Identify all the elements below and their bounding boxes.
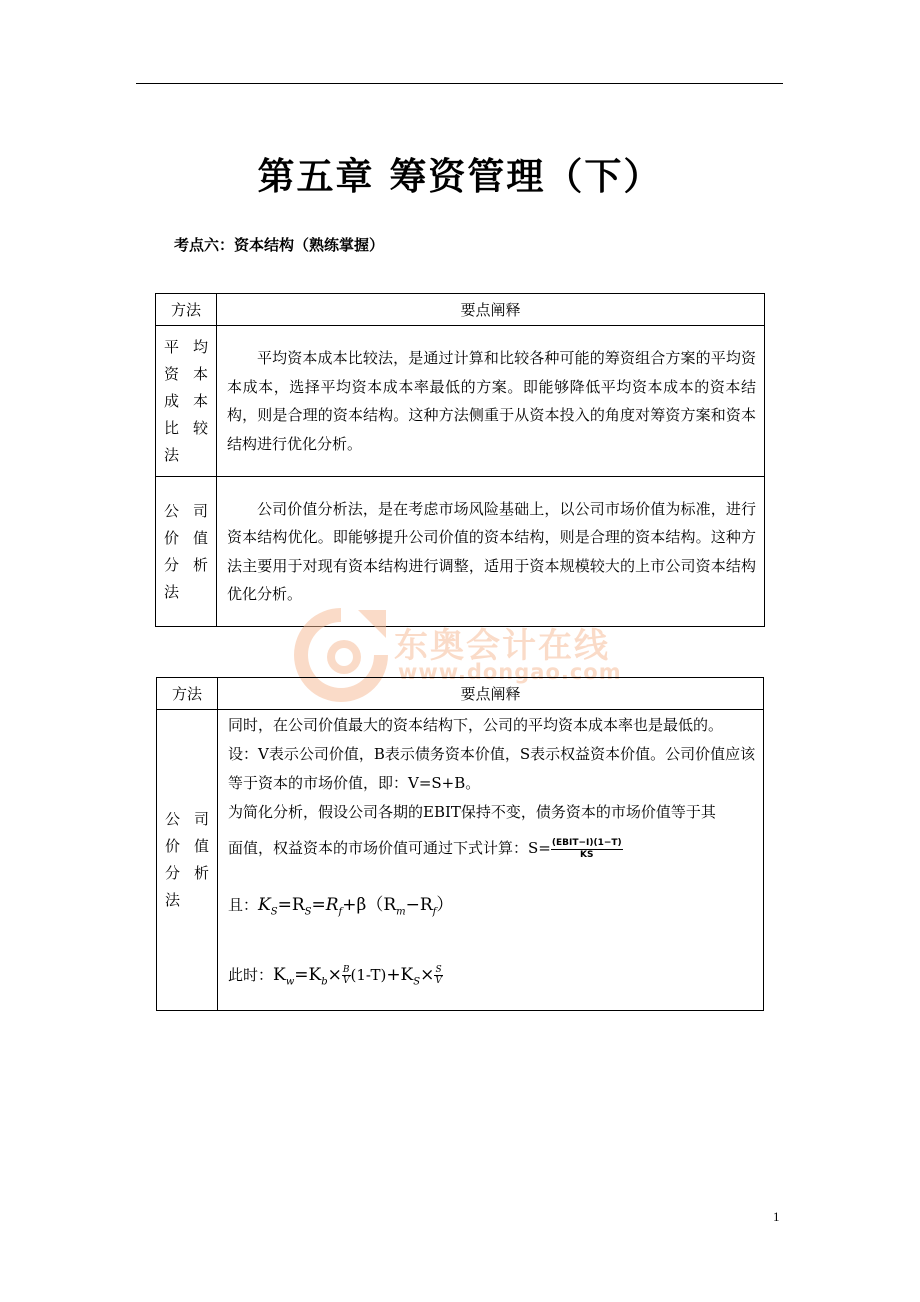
- method-name: 平均资本成本比较法: [164, 337, 208, 464]
- explanation-text: 平均资本成本比较法，是通过计算和比较各种可能的筹资组合方案的平均资本成本，选择平均资本成本率最低的方案。即能够降低平均资本成本的资本结构，则是合理的资本结构。这种方法侧重于从资本投入的角度对筹资方案和资本结构进行优化分析。: [227, 349, 756, 453]
- table-row: [157, 710, 764, 1011]
- method-table-1: [155, 293, 765, 627]
- explanation-cell: [218, 710, 764, 1011]
- method-name: 公司价值分析法: [164, 501, 208, 601]
- ks-expression: $K_S=R_S=R_f+\beta(R_m-R_f)$: [258, 895, 454, 918]
- explanation-cell: [217, 326, 765, 477]
- fraction-denominator: KS: [580, 849, 594, 860]
- chapter-title: 第五章 筹资管理（下）: [257, 155, 663, 198]
- header-method: 方法: [157, 678, 218, 710]
- formula-prefix: 面值，权益资本的市场价值可通过下式计算：S=: [228, 839, 551, 857]
- method-table-2: [156, 677, 764, 1011]
- header-explanation: 要点阐释: [217, 294, 765, 326]
- method-name: 公司价值分析法: [165, 810, 209, 909]
- ks-prefix: 且：: [228, 896, 259, 914]
- method-cell: [157, 710, 218, 1011]
- explanation-text: 公司价值分析法，是在考虑市场风险基础上，以公司市场价值为标准，进行资本结构优化。即能够提升公司价值的资本结构，则是合理的资本结构。这种方法主要用于对现有资本结构进行调整，适用于资本规模较大的上市公司资本结构优化分析。: [227, 499, 756, 603]
- table-row: [156, 326, 765, 477]
- explanation-line: 为简化分析，假设公司各期的EBIT保持不变，债务资本的市场价值等于其: [228, 803, 716, 821]
- watermark-text-cn: 东奥会计在线: [394, 626, 610, 666]
- method-cell: [156, 477, 217, 627]
- ks-formula: [228, 890, 757, 927]
- page-number: 1: [773, 1209, 780, 1224]
- header-rule: [136, 83, 783, 84]
- table-header-row: [157, 678, 764, 710]
- kw-prefix: 此时：: [228, 966, 274, 985]
- method-cell: [156, 326, 217, 477]
- watermark-text-en: www.dongao.com: [398, 660, 622, 684]
- explanation-line: 设：V表示公司价值，B表示债务资本价值，S表示权益资本价值。公司价值应该等于资本的市场价值，即：V=S+B。: [228, 745, 756, 792]
- header-explanation: 要点阐释: [218, 678, 764, 710]
- table-header-row: [156, 294, 765, 326]
- equity-fraction: [551, 838, 623, 861]
- explanation-line: 同时，在公司价值最大的资本结构下，公司的平均资本成本率也是最低的。: [228, 716, 724, 734]
- fraction-numerator: (EBIT−I)(1−T): [551, 837, 622, 848]
- kw-formula: 此时：$K_w=K_b\times$ $\frac{B}{V}$ $(1-T)+K_S\times$ $\frac{S}{V}$: [228, 965, 442, 988]
- equity-value-formula: [228, 834, 757, 863]
- kw-expression: $K_w=K_b\times$ $\frac{B}{V}$: [273, 965, 350, 988]
- header-method: 方法: [156, 294, 217, 326]
- section-heading: 考点六：资本结构（熟练掌握）: [174, 236, 385, 254]
- kw-one-minus-t: (1-T): [350, 966, 387, 985]
